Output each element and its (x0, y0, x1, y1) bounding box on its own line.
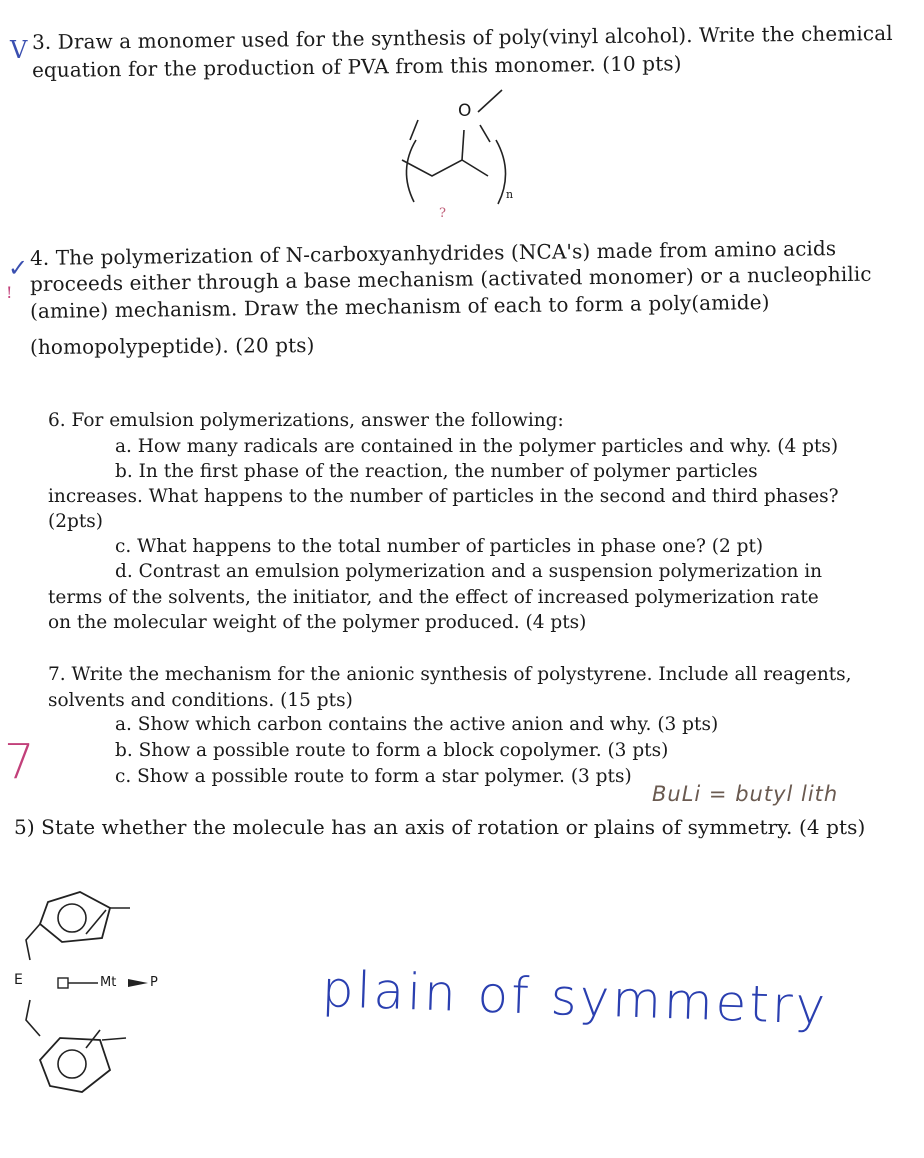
q3-text-line1: 3. Draw a monomer used for the synthesis of poly(vinyl alcohol). Write the chemical (31, 20, 893, 54)
q6-part-d-line1: d. Contrast an emulsion polymerization and a suspension polymerization in (115, 561, 823, 582)
q3-text-line2: equation for the production of PVA from this monomer. (10 pts) (31, 51, 682, 82)
margin-mark-q4: ! (6, 283, 13, 302)
q6-part-a: a. How many radicals are contained in the polymer particles and why. (4 pts) (115, 436, 839, 457)
checkmark-q3: V (10, 36, 28, 64)
metallocene-structure (10, 880, 210, 1120)
q7-part-c: c. Show a possible route to form a star polymer. (3 pts) (115, 766, 632, 787)
label-metal: Mt (100, 975, 117, 990)
margin-score-mark: 7 (4, 734, 35, 790)
label-p: P (150, 975, 158, 990)
q4-text-line4: (homopolypeptide). (20 pts) (29, 333, 315, 359)
q7-part-a: a. Show which carbon contains the active anion and why. (3 pts) (115, 714, 719, 735)
q6-part-c: c. What happens to the total number of particles in phase one? (2 pt) (115, 536, 764, 557)
q6-part-d-line3: on the molecular weight of the polymer produced. (4 pts) (48, 612, 587, 633)
q6-part-b-line1: b. In the first phase of the reaction, the number of polymer particles (115, 461, 758, 482)
q6-part-b-line3: (2pts) (48, 511, 103, 532)
repeat-unit-n: n (506, 188, 514, 201)
label-e: E (14, 972, 23, 988)
q4-text-line3: (amine) mechanism. Draw the mechanism of each to form a poly(amide) (29, 289, 770, 323)
checkmark-q4: ✓ (8, 254, 29, 282)
q5-text-line1: 5) State whether the molecule has an axis of rotation or plains of symmetry. (4 pts) (14, 815, 866, 839)
q6-intro: 6. For emulsion polymerizations, answer the following: (48, 410, 564, 431)
handwritten-note-buli: BuLi = butyl lith (652, 782, 839, 806)
q6-part-b-line2: increases. What happens to the number of particles in the second and third phases? (48, 486, 839, 507)
q7-text-line2: solvents and conditions. (15 pts) (48, 690, 353, 711)
handwritten-answer-q5: plain of symmetry (320, 960, 830, 1036)
q4-text-line2: proceeds either through a base mechanism (activated monomer) or a nucleophilic (29, 261, 872, 296)
q7-part-b: b. Show a possible route to form a block copolymer. (3 pts) (115, 740, 669, 761)
q4-text-line1: 4. The polymerization of N-carboxyanhydrides (NCA's) made from amino acids (29, 236, 837, 270)
q7-text-line1: 7. Write the mechanism for the anionic synthesis of polystyrene. Include all reagents, (48, 664, 852, 685)
oxygen-label: O (458, 101, 472, 121)
q6-part-d-line2: terms of the solvents, the initiator, and the effect of increased polymerization rate (48, 587, 819, 608)
pencil-mark: ? (439, 206, 446, 221)
